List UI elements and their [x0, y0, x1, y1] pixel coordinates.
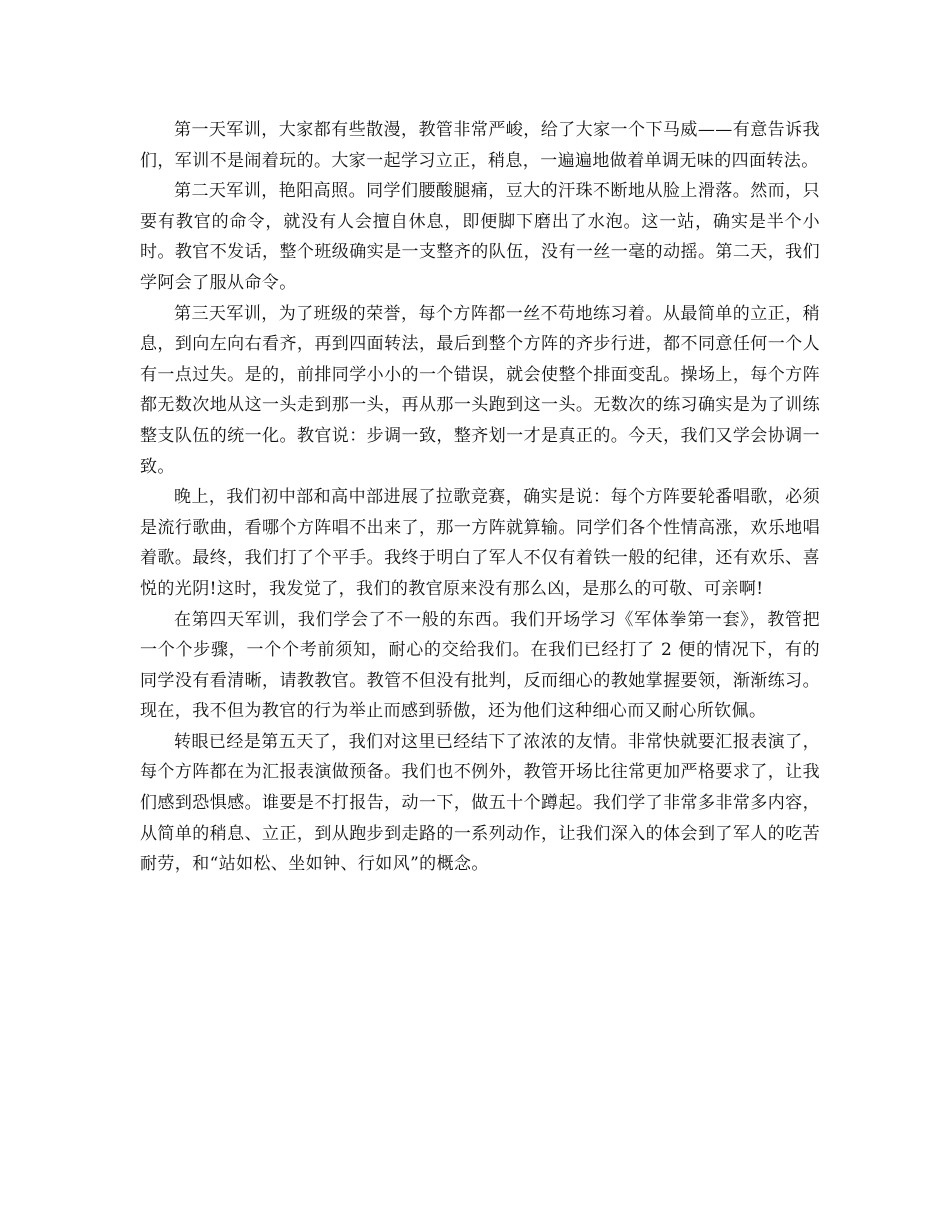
paragraph-evening-singing: 晚上，我们初中部和高中部进展了拉歌竞赛，确实是说：每个方阵要轮番唱歌，必须是流行歌曲，看哪个方阵唱不出来了，那一方阵就算输。同学们各个性情高涨，欢乐地唱着歌。最终，我们打了个平手。我终于明白了军人不仅有着铁一般的纪律，还有欢乐、喜悦的光阴!这时，我发觉了，我们的教官原来没有那么凶，是那么的可敬、可亲啊!	[140, 487, 820, 599]
paragraph-day-two: 第二天军训，艳阳高照。同学们腰酸腿痛，豆大的汗珠不断地从脸上滑落。然而，只要有教官的命令，就没有人会擅自休息，即便脚下磨出了水泡。这一站，确实是半个小时。教官不发话，整个班级确实是一支整齐的队伍，没有一丝一毫的动摇。第二天，我们学阿会了服从命令。	[140, 181, 820, 293]
paragraph-day-five: 转眼已经是第五天了，我们对这里已经结下了浓浓的友情。非常快就要汇报表演了，每个方阵都在为汇报表演做预备。我们也不例外，教管开场比往常更加严格要求了，让我们感到恐惧感。谁要是不打报告，动一下，做五十个蹲起。我们学了非常多非常多内容，从简单的稍息、立正，到从跑步到走路的一系列动作，让我们深入的体会到了军人的吃苦耐劳，和“站如松、坐如钟、行如风”的概念。	[140, 731, 820, 875]
paragraph-day-four: 在第四天军训，我们学会了不一般的东西。我们开场学习《军体拳第一套》，教管把一个个步骤，一个个考前须知，耐心的交给我们。在我们已经打了 2 便的情况下，有的同学没有看清晰，请教教官。教管不但没有批判，反而细心的教她掌握要领，渐渐练习。现在，我不但为教官的行为举止而感到骄傲，还为他们这种细心而又耐心所钦佩。	[140, 609, 820, 722]
paragraph-day-one: 第一天军训，大家都有些散漫，教管非常严峻，给了大家一个下马威——有意告诉我们，军训不是闹着玩的。大家一起学习立正，稍息，一遍遍地做着单调无味的四面转法。	[140, 120, 820, 171]
paragraph-day-three: 第三天军训，为了班级的荣誉，每个方阵都一丝不苟地练习着。从最简单的立正，稍息，到向左向右看齐，再到四面转法，最后到整个方阵的齐步行进，都不同意任何一个人有一点过失。是的，前排同学小小的一个错误，就会使整个排面变乱。操场上，每个方阵都无数次地从这一头走到那一头，再从那一头跑到这一头。无数次的练习确实是为了训练整支队伍的统一化。教官说：步调一致，整齐划一才是真正的。今天，我们又学会协调一致。	[140, 303, 820, 477]
document-body	[140, 115, 820, 880]
